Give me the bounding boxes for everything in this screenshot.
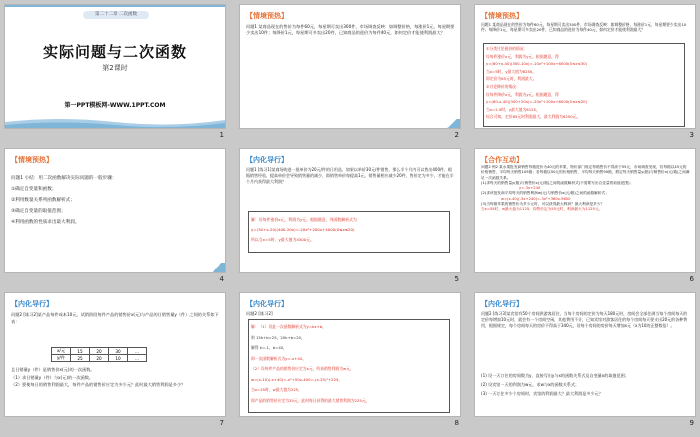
slide-sorter-grid bbox=[4, 4, 696, 433]
solution-text: 解：设每件涨价x元，利润为y元。根据题意，列函数解析式为 y=(30+x-20)(400-20x)=-20x²+200x+4000(0≤x≤20) 所以当x=5时，y最大值为4500元。 bbox=[251, 217, 357, 242]
slide-number: 7 bbox=[219, 419, 224, 427]
slide-thumbnail-5[interactable] bbox=[239, 148, 461, 273]
solution-text: 解：（1）设此一次函数解析式为y=kx+b。 则 15k+b=25，20k+b=20， 解得 k=-1，b=40， 即一次函数解析式为y=-x+40。 （2）设每件产品的销售价应定为x元，所获销售利润为w元， w=(x-10)(-x+40)=-x²+50x-400=-(x-25)²+225。 当x=25时，w最大值为225， 即产品的销售价应定为25元，此时每日获得的最大销售利润为225元。 bbox=[251, 324, 370, 403]
section-heading: 【情境预热】 bbox=[481, 12, 523, 20]
slide-number: 2 bbox=[454, 131, 459, 139]
corner-decoration bbox=[209, 263, 225, 272]
section-heading: 【内化导行】 bbox=[246, 300, 288, 308]
slide-thumbnail-4[interactable] bbox=[4, 148, 226, 273]
price-volume-table bbox=[51, 347, 147, 362]
slide-number: 6 bbox=[689, 275, 694, 283]
slide-number: 9 bbox=[689, 419, 694, 427]
slide-cell-2[interactable] bbox=[239, 4, 461, 142]
table-row: y/件 25 20 10 … bbox=[52, 355, 147, 362]
corner-decoration bbox=[444, 119, 460, 128]
problem-text: 问题2 例2 某水果批发商销售每箱进价为40元的苹果，物价部门规定每箱售价不得高于55元，市场调查发现，若每箱以45元的价格销售，平均每天销售105箱；若每箱以50元的价格销售，平均每天销售90箱，假定每天销售量y(箱)与销售价x(元/箱)之间满足一次函数关系。 (1)求每天的销售量y(箱)与销售价x(元/箱)之间的函数解析式(不需要写出自变量的取值范围)； y=-3x+240 (2)求该批发商平均每天的销售利润w(元)与销售价x(元/箱)之间的函数解析式； w=(x-40)(-3x+240)=-3x²+360x-9600 (3)当每箱苹果的销售价为多少元时，可以获得最大利润？最大利润是多少？ 当x=55时，w最大值为1125，即售价定为55元时，利润最大为1125元。 bbox=[481, 165, 690, 212]
problem-text: 问题1 某商品现在的售价为每件60元，每星期可卖出300件，市场调查反映：如调整价格，每涨价1元，每星期要少卖出10件；每降价1元，每星期可多卖出20件，已知商品的进价为每件40元，如何定价才能使利润最大？ bbox=[481, 22, 687, 33]
slide-thumbnail-7[interactable] bbox=[4, 292, 226, 417]
section-heading: 【内化导行】 bbox=[11, 300, 53, 308]
slide-thumbnail-6[interactable] bbox=[474, 148, 696, 273]
slide-cell-8[interactable] bbox=[239, 292, 461, 430]
problem-text: 问题2 [练习2]某产品每件成本10元，试销阶段每件产品的销售价x(元)与产品的日销售量y（件）之间的关系如下表： bbox=[11, 312, 219, 324]
problem-text: 问题2 [练习3]某宾馆有50个房间供游客居住，当每个房间的定价为每天180元时，房间会全部住满当每个房间每天的定价每增加10元时，就会有一个房间空闲，其他费用不计，已知宾馆对游客居住的每个房间每天要支出20元的各种费用，根据规定，每个房间每天的房价不得高于340元，设每个房间的房价每天增加x元（x为10的正整数倍）。 bbox=[481, 311, 688, 329]
decorative-wave bbox=[5, 116, 225, 128]
slide-cell-7[interactable] bbox=[4, 292, 226, 430]
slide-number: 5 bbox=[454, 275, 459, 283]
slide-top-bar bbox=[5, 5, 225, 7]
slide-cell-4[interactable] bbox=[4, 148, 226, 286]
section-heading: 【合作互动】 bbox=[481, 156, 523, 164]
slide-thumbnail-3[interactable] bbox=[474, 4, 696, 129]
slide-footer: 第一PPT模板网-WWW.1PPT.COM bbox=[64, 102, 166, 109]
slide-thumbnail-2[interactable] bbox=[239, 4, 461, 129]
slide-thumbnail-9[interactable] bbox=[474, 292, 696, 417]
slide-cell-1[interactable] bbox=[4, 4, 226, 142]
slide-cell-9[interactable] bbox=[474, 292, 696, 430]
table-row: x/元 15 20 30 … bbox=[52, 348, 147, 355]
section-heading: 【内化导行】 bbox=[246, 156, 288, 164]
question-text: (1) 设一天订住的房间数为y，直接写出y与x的函数关系式及自变量x的取值范围； (2) 设宾馆一天的利润为w元，求w与x的函数关系式； (3) 一天订住多少个房间时，宾馆的利润最大？最大利润是多少元？ bbox=[481, 373, 629, 396]
problem-text: 问题1 [练习1]某商场购进一批单价为20元/件的日用品，如果以单价30元/件销售，那么半个月内可以售出400件，根据销售经验，提高单价会导致销售量的减少，即销售单价每提高1元，销售量相应减少20件，售价定为多少，才能在半个月内获得最大利润？ bbox=[246, 167, 454, 184]
question-text: 且日销量y（件）是销售价x(元)的一次函数。 （1）求日销量y（件）与x(元)的一次函数。 （2）要使每日的销售利润最大，每件产品的销售价应定为多少元？此时最大销售利润是多少？ bbox=[11, 367, 186, 387]
section-heading: 【情境预热】 bbox=[246, 12, 288, 20]
problem-text: 问题1 某商品现在的售价为每件60元，每星期可卖出300件，市场调查反映：如调整价格，每涨价1元，每星期要少卖出10件；每降价1元，每星期可多卖出20件，已知商品的进价为每件40元，如何定价才能使利润最大？ bbox=[246, 24, 455, 36]
slide-number: 3 bbox=[689, 131, 694, 139]
summary-text: 问题1 小结：用二次函数解决实际问题的一般步骤： ①确定自变量和函数； ②利用数量关系列函数解析式； ③确定自变量的取值范围； ④利用函数的性质求出最大利润。 bbox=[11, 176, 117, 225]
slide-thumbnail-8[interactable] bbox=[239, 292, 461, 417]
section-heading: 【情境预热】 bbox=[11, 156, 53, 164]
problem-text: 问题2 [练习2] bbox=[246, 311, 273, 316]
slide-number: 8 bbox=[454, 419, 459, 427]
slide-cell-6[interactable] bbox=[474, 148, 696, 286]
slide-subtitle: 第2课时 bbox=[102, 64, 128, 72]
slide-cell-3[interactable] bbox=[474, 4, 696, 142]
chapter-tag: 第二十二章 二次函数 bbox=[83, 11, 149, 19]
section-heading: 【内化导行】 bbox=[481, 300, 523, 308]
slide-title: 实际问题与二次函数 bbox=[42, 43, 187, 61]
slide-thumbnail-1[interactable] bbox=[4, 4, 226, 129]
solution-text: ①分类讨论涨价的情况： 设每件涨价x元，利润为y元。根据题意，得 y=(60+x-40)(300-10x)=-10x²+100x+6000(0≤x≤30) 当x=5时，y最大值为6250。 即定价为65元时，利润最大。 ②讨论降价的情况： 设每件降价x元，利润为y元。根据题意，得 y=(60-x-40)(300+20x)=-20x²+100x+6000(0≤x≤20) 当x=2.5时，y最大值为6125。 综合可知，定价65元时利润最大，最大利润为6250元。 bbox=[486, 46, 588, 120]
slide-cell-5[interactable] bbox=[239, 148, 461, 286]
slide-number: 1 bbox=[219, 131, 224, 139]
slide-number: 4 bbox=[219, 275, 224, 283]
